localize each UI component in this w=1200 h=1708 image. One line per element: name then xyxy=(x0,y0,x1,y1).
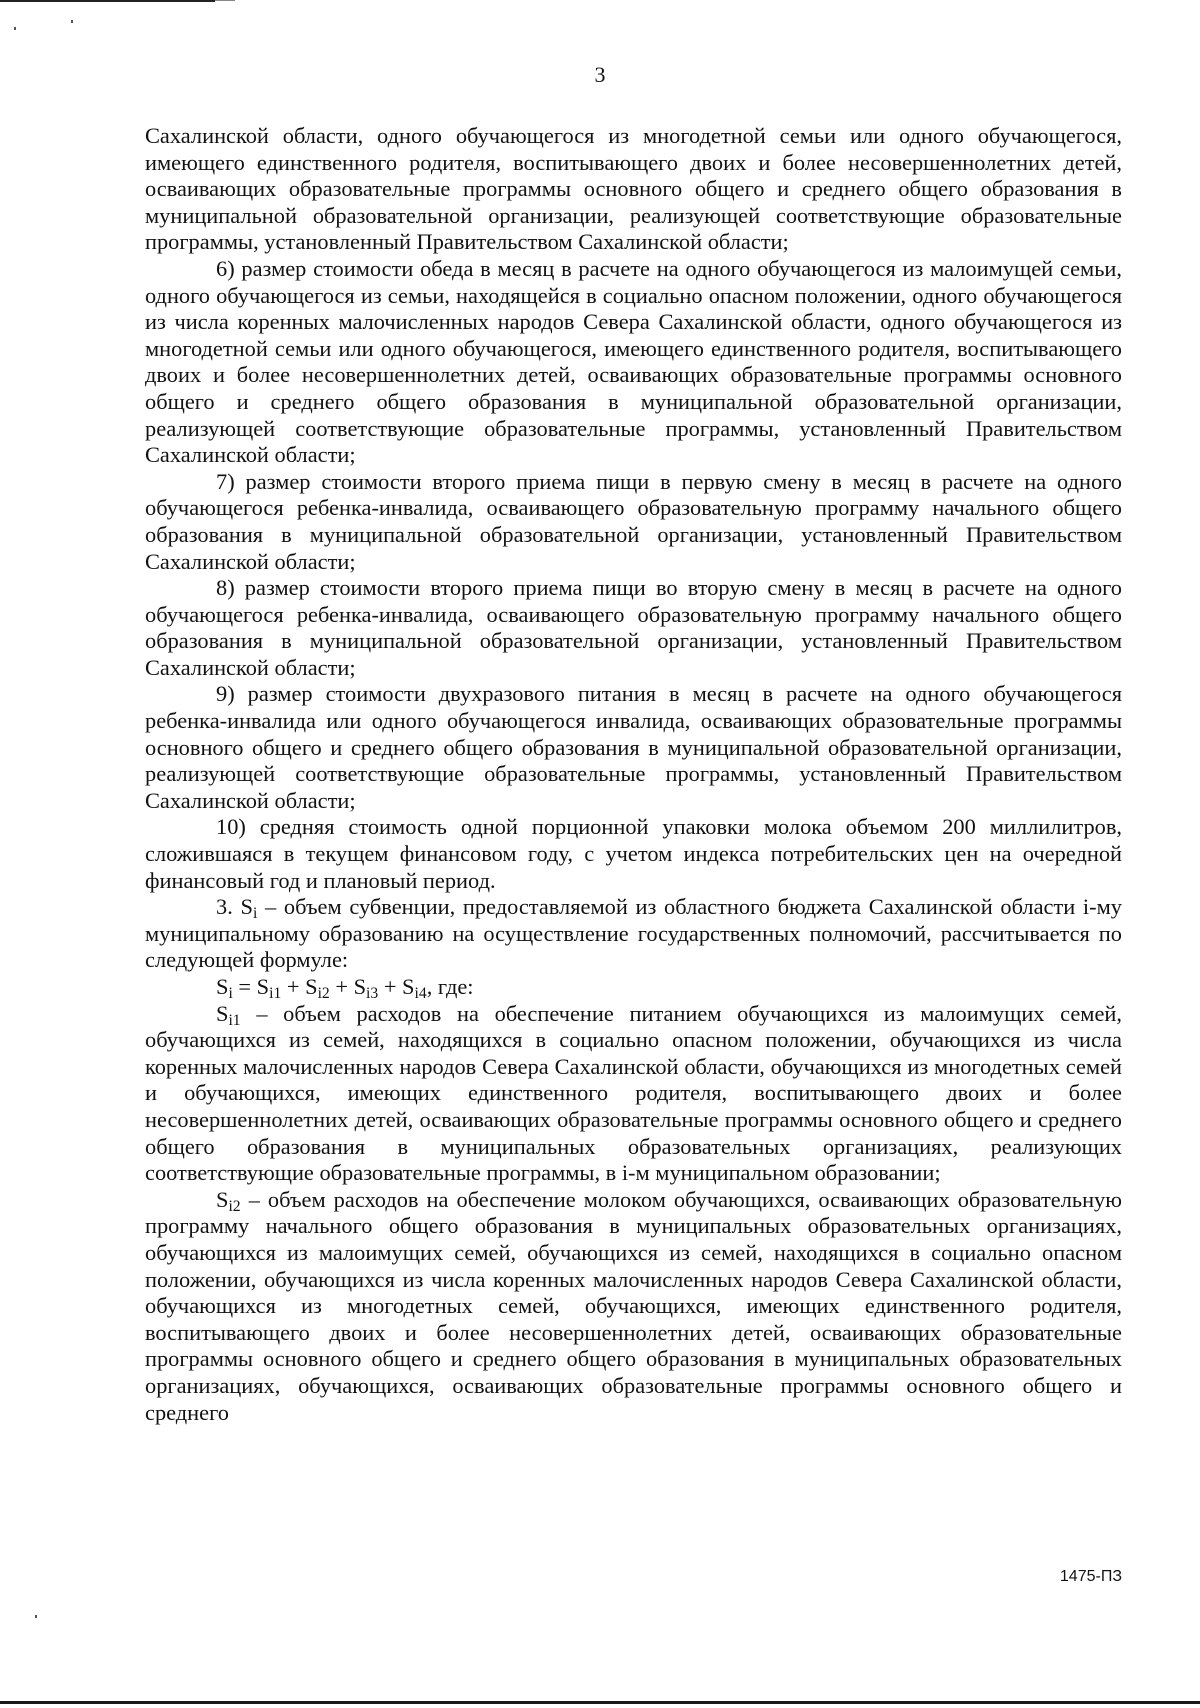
variable-subscript: i xyxy=(252,905,258,923)
definition-si1-text: – объем расходов на обеспечение питанием обучающихся из малоимущих семей, обучающихся из семей, находящихся в социально опасном положении, обучающихся из числа коренных малочисленных народов Севера Сахалинской области, обучающихся из многодетных семей и обучающихся, имеющих единственного родителя, воспитывающего двоих и более несовершеннолетних детей, осваивающих образовательные программы основного общего и среднего общего образования в муниципальных образовательных организациях, реализующих соответствующие образовательные программы, в i-м муниципальном образовании; xyxy=(145,1000,1122,1186)
scan-edge-line xyxy=(0,0,215,2)
formula-term-1: S xyxy=(256,974,270,999)
variable-subscript: i2 xyxy=(228,1197,241,1215)
subvention-formula xyxy=(145,974,1122,1001)
formula-term-3-subscript: i3 xyxy=(366,984,379,1002)
formula-equals: = xyxy=(232,974,257,999)
variable-symbol: S xyxy=(216,1186,229,1212)
formula-tail: , где: xyxy=(426,974,474,999)
formula-term-1-subscript: i1 xyxy=(269,984,282,1002)
variable-symbol: S xyxy=(216,1000,229,1026)
definition-si2-text: – объем расходов на обеспечение молоком обучающихся, осваивающих образовательную программу начального общего образования в муниципальных образовательных организациях, обучающихся из малоимущих семей, обучающихся из семей, находящихся в социально опасном положении, обучающихся из числа коренных малочисленных народов Севера Сахалинской области, обучающихся из многодетных семей, обучающихся, имеющих единственного родителя, воспитывающего двоих и более несовершеннолетних детей, осваивающих образовательные программы основного общего и среднего общего образования в муниципальных образовательных организациях, обучающихся, осваивающих образовательные программы основного общего и среднего xyxy=(145,1186,1122,1425)
scan-edge-line xyxy=(215,0,235,1)
list-item-8: 8) размер стоимости второго приема пищи во вторую смену в месяц в расчете на одного обучающегося ребенка-инвалида, осваивающего образовательную программу начального общего образования в муниципальной образовательной организации, установленный Правительством Сахалинской области; xyxy=(145,575,1122,680)
formula-plus: + xyxy=(378,974,403,999)
document-code: 1475-ПЗ xyxy=(1059,1568,1122,1585)
page-number: 3 xyxy=(594,62,606,87)
scan-edge-line xyxy=(0,1701,1200,1704)
section-3 xyxy=(145,894,1122,974)
formula-term-4: S xyxy=(402,974,415,999)
formula-lhs: S xyxy=(216,974,229,999)
document-body xyxy=(145,123,1122,1426)
formula-term-4-subscript: i4 xyxy=(414,984,427,1002)
scan-speck xyxy=(14,27,16,30)
definition-si1 xyxy=(145,1001,1122,1187)
section-3-text: – объем субвенции, предоставляемой из областного бюджета Сахалинской области i-му муниципальному образованию на осуществление государственных полномочий, рассчитывается по следующей формуле: xyxy=(145,894,1122,973)
scan-speck xyxy=(35,1615,37,1618)
list-item-6: 6) размер стоимости обеда в месяц в расчете на одного обучающегося из малоимущей семьи, одного обучающегося из семьи, находящейся в социально опасном положении, одного обучающегося из числа коренных малочисленных народов Севера Сахалинской области, одного обучающегося из многодетной семьи или одного обучающегося, имеющего единственного родителя, воспитывающего двоих и более несовершеннолетних детей, осваивающих образовательные программы основного общего и среднего общего образования в муниципальной образовательной организации, реализующей соответствующие образовательные программы, установленный Правительством Сахалинской области; xyxy=(145,255,1122,468)
definition-si2 xyxy=(145,1187,1122,1426)
scan-speck xyxy=(71,20,73,23)
paragraph-continuation: Сахалинской области, одного обучающегося из многодетной семьи или одного обучающегося, имеющего единственного родителя, воспитывающего двоих и более несовершеннолетних детей, осваивающих образовательные программы основного общего и среднего общего образования в муниципальной образовательной организации, реализующей соответствующие образовательные программы, установленный Правительством Сахалинской области; xyxy=(145,123,1122,255)
list-item-10: 10) средняя стоимость одной порционной упаковки молока объемом 200 миллилитров, сложившаяся в текущем финансовом году, с учетом индекса потребительских цен на очередной финансовый год и плановый период. xyxy=(145,814,1122,893)
list-item-9: 9) размер стоимости двухразового питания в месяц в расчете на одного обучающегося ребенка-инвалида или одного обучающегося инвалида, осваивающих образовательные программы основного общего и среднего общего образования в муниципальной образовательной организации, реализующей соответствующие образовательные программы, установленный Правительством Сахалинской области; xyxy=(145,681,1122,813)
list-item-7: 7) размер стоимости второго приема пищи в первую смену в месяц в расчете на одного обучающегося ребенка-инвалида, осваивающего образовательную программу начального общего образования в муниципальной образовательной организации, установленный Правительством Сахалинской области; xyxy=(145,468,1122,574)
formula-lhs-subscript: i xyxy=(228,984,233,1002)
section-number: 3. xyxy=(216,894,233,920)
formula-term-3: S xyxy=(353,974,367,999)
formula-term-2-subscript: i2 xyxy=(317,984,330,1002)
formula-plus: + xyxy=(281,974,306,999)
variable-symbol: S xyxy=(240,894,253,920)
variable-subscript: i1 xyxy=(228,1011,241,1029)
formula-term-2: S xyxy=(305,974,318,999)
formula-plus: + xyxy=(329,974,354,999)
